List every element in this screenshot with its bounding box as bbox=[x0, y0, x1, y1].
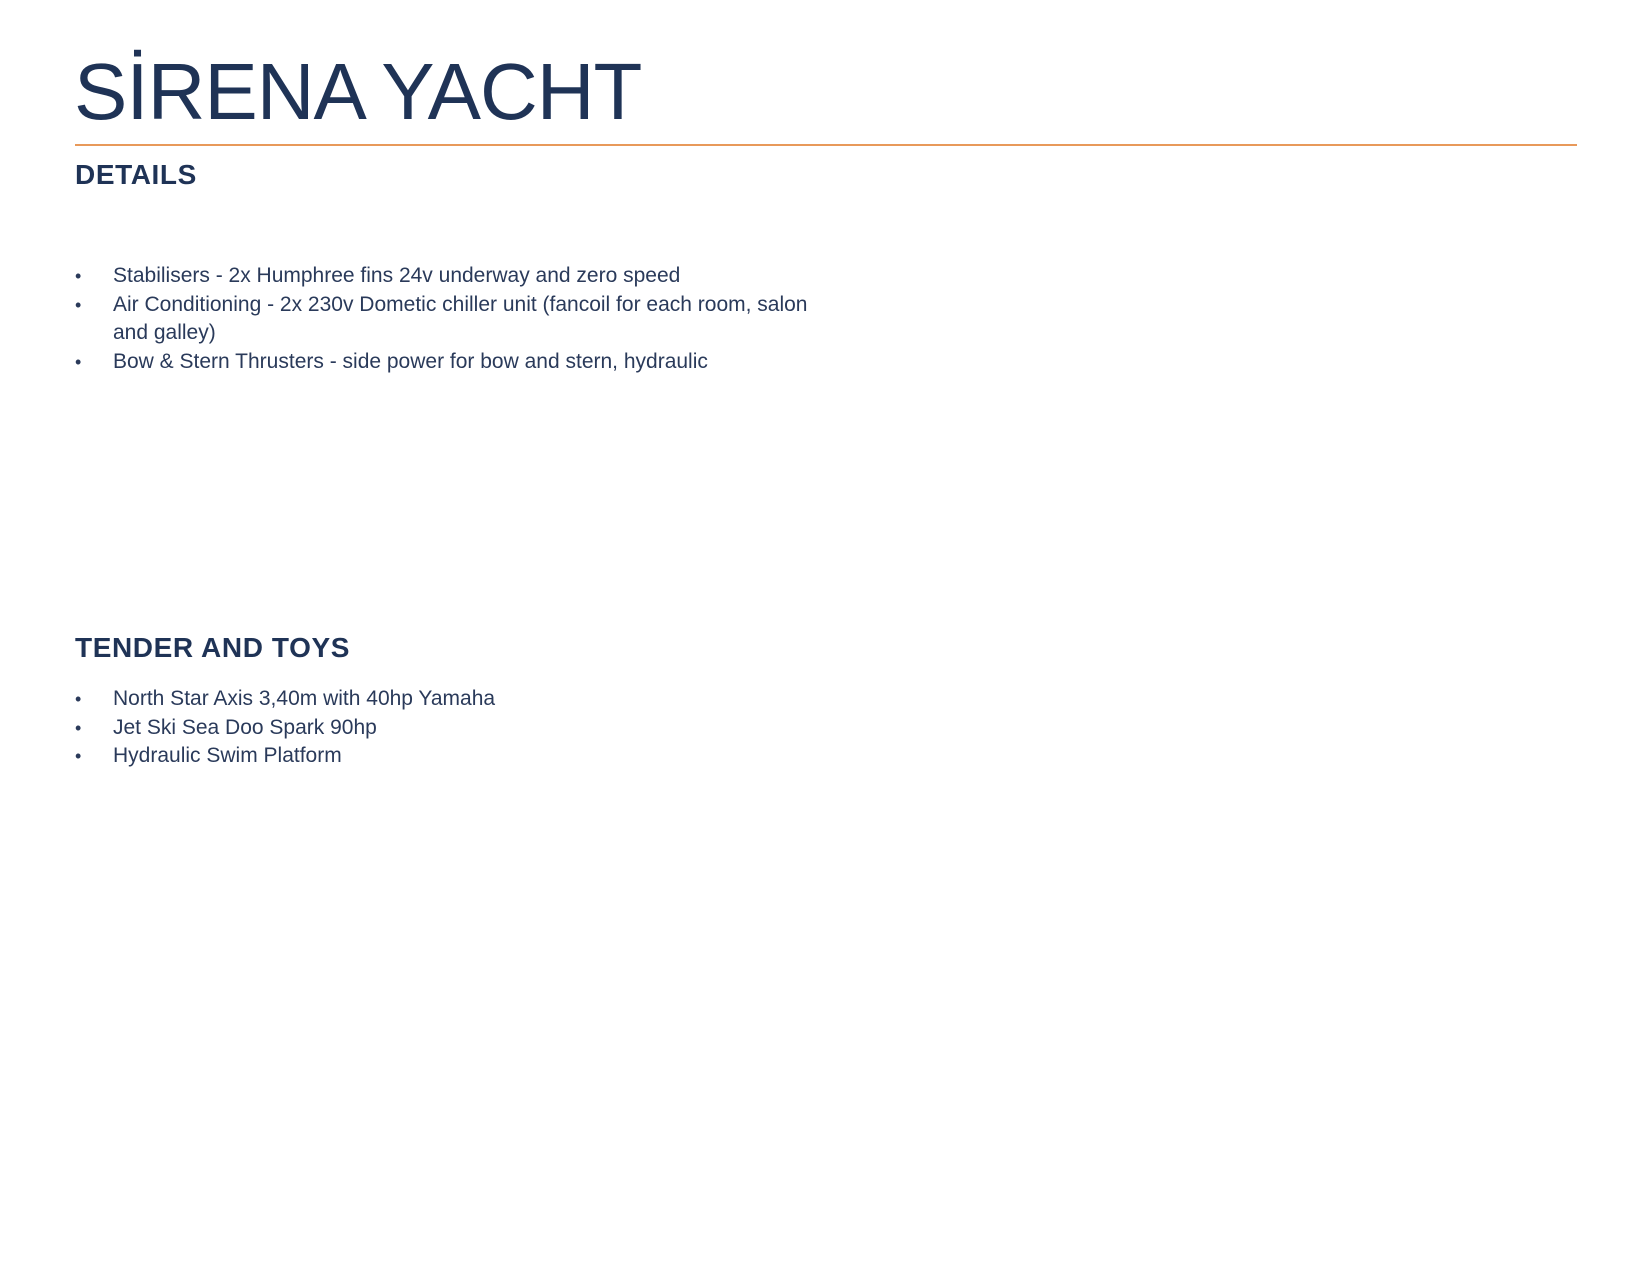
tender-and-toys-list bbox=[75, 685, 815, 771]
title-divider bbox=[75, 144, 1577, 146]
list-item-text: Bow & Stern Thrusters - side power for bow and stern, hydraulic bbox=[113, 349, 708, 373]
bullet-icon: • bbox=[75, 717, 82, 738]
list-item bbox=[75, 262, 815, 291]
tender-and-toys-heading: TENDER AND TOYS bbox=[75, 632, 351, 663]
bullet-icon: • bbox=[75, 294, 82, 315]
list-item-text: Stabilisers - 2x Humphree fins 24v underway and zero speed bbox=[113, 264, 681, 287]
details-list bbox=[75, 262, 815, 376]
list-item-text: North Star Axis 3,40m with 40hp Yamaha bbox=[113, 687, 496, 710]
list-item bbox=[75, 714, 815, 743]
list-item-text: Air Conditioning - 2x 230v Dometic chiller unit (fancoil for each room, salon and galley) bbox=[113, 292, 808, 344]
list-item bbox=[75, 348, 815, 377]
bullet-icon: • bbox=[75, 351, 82, 372]
bullet-icon: • bbox=[75, 266, 82, 286]
list-item bbox=[75, 685, 815, 714]
bullet-icon: • bbox=[75, 746, 82, 766]
bullet-icon: • bbox=[75, 689, 82, 709]
list-item-text: Jet Ski Sea Doo Spark 90hp bbox=[113, 715, 377, 739]
list-item bbox=[75, 742, 815, 771]
page-title: SİRENA YACHT bbox=[74, 47, 642, 136]
details-heading: DETAILS bbox=[75, 159, 197, 190]
list-item-text: Hydraulic Swim Platform bbox=[113, 744, 342, 767]
list-item bbox=[75, 291, 815, 348]
